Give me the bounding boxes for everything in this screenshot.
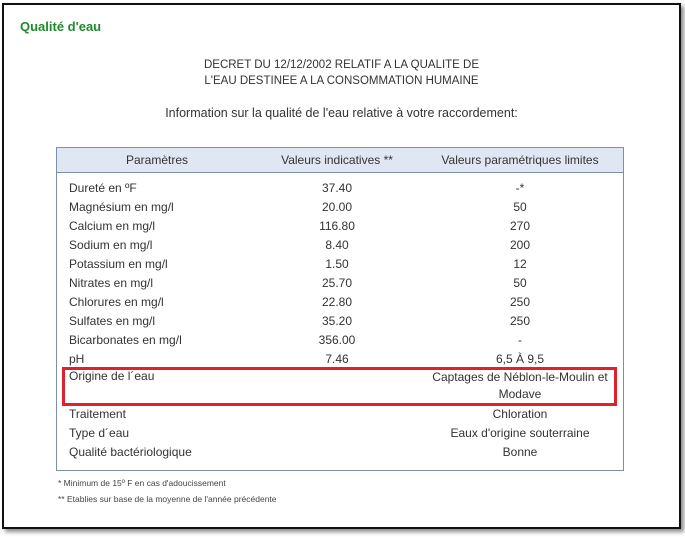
cell-limit: 250 [509,313,531,328]
table-row [57,273,623,292]
cell-param: Origine de l´eau [69,369,155,383]
header-value: Valeurs indicatives ** [281,153,393,167]
cell-value: 116.80 [319,218,355,233]
cell-limit: Eaux d'origine souterraine [450,425,590,440]
cell-param: Dureté en ºF [69,180,137,195]
table-header [57,148,623,173]
table-row [57,254,623,273]
cell-param: Qualité bactériologique [69,444,192,459]
cell-limit: 200 [509,237,531,252]
decree-heading [4,57,679,89]
decree-line-1: DECRET DU 12/12/2002 RELATIF A LA QUALITE DE [203,59,480,71]
table-row [57,423,623,442]
table-row [57,442,623,461]
cell-limit: 270 [509,218,531,233]
footnotes [58,475,277,507]
cell-param: Magnésium en mg/l [69,199,174,214]
cell-limit: -* [515,180,525,195]
cell-param: Potassium en mg/l [69,256,168,271]
cell-value: 35.20 [321,313,353,328]
table-row [57,292,623,311]
info-text: Information sur la qualité de l'eau relative à votre raccordement: [165,106,518,120]
water-quality-table [56,147,624,471]
table-row-origin [57,368,623,404]
cell-param: Sulfates en mg/l [69,313,156,328]
cell-limit: Bonne [502,444,538,459]
cell-limit: - [518,332,522,347]
cell-param: Sodium en mg/l [69,237,153,252]
cell-value: 1.50 [325,256,349,271]
cell-value: 356.00 [318,332,356,347]
cell-value: 25.70 [321,275,353,290]
footnote-1: * Minimum de 15º F en cas d'adoucissement [58,478,226,488]
table-row [57,311,623,330]
cell-value: 7.46 [325,351,349,366]
cell-value: 22.80 [321,294,353,309]
table-row [57,197,623,216]
cell-param: Bicarbonates en mg/l [69,332,182,347]
table-body [57,173,623,461]
cell-value: 20.00 [321,199,353,214]
document-frame [2,3,681,529]
cell-limit: Captages de Néblon-le-Moulin et Modave [432,370,608,401]
cell-value: 37.40 [321,180,353,195]
cell-param: Nitrates en mg/l [69,275,154,290]
table-row [57,349,623,368]
cell-limit: 250 [509,294,531,309]
cell-limit: 6,5 À 9,5 [495,351,545,366]
cell-limit: Chloration [492,406,548,421]
cell-param: Traitement [69,406,126,421]
cell-param: Type d´eau [69,425,130,440]
table-row [57,404,623,423]
header-limit: Valeurs paramétriques limites [441,153,599,167]
cell-param: Calcium en mg/l [69,218,156,233]
cell-value: 8.40 [325,237,349,252]
table-row [57,178,623,197]
cell-param: pH [69,351,85,366]
cell-limit: 50 [513,199,527,214]
footnote-2: ** Etablies sur base de la moyenne de l'année précédente [58,494,277,504]
header-param: Paramètres [125,153,189,167]
table-row [57,216,623,235]
cell-param: Chlorures en mg/l [69,294,164,309]
table-row [57,235,623,254]
cell-limit: 12 [513,256,527,271]
cell-limit: 50 [513,275,527,290]
table-row [57,330,623,349]
decree-line-2: L'EAU DESTINEE A LA CONSOMMATION HUMAINE [204,75,479,87]
section-title: Qualité d'eau [20,19,102,34]
